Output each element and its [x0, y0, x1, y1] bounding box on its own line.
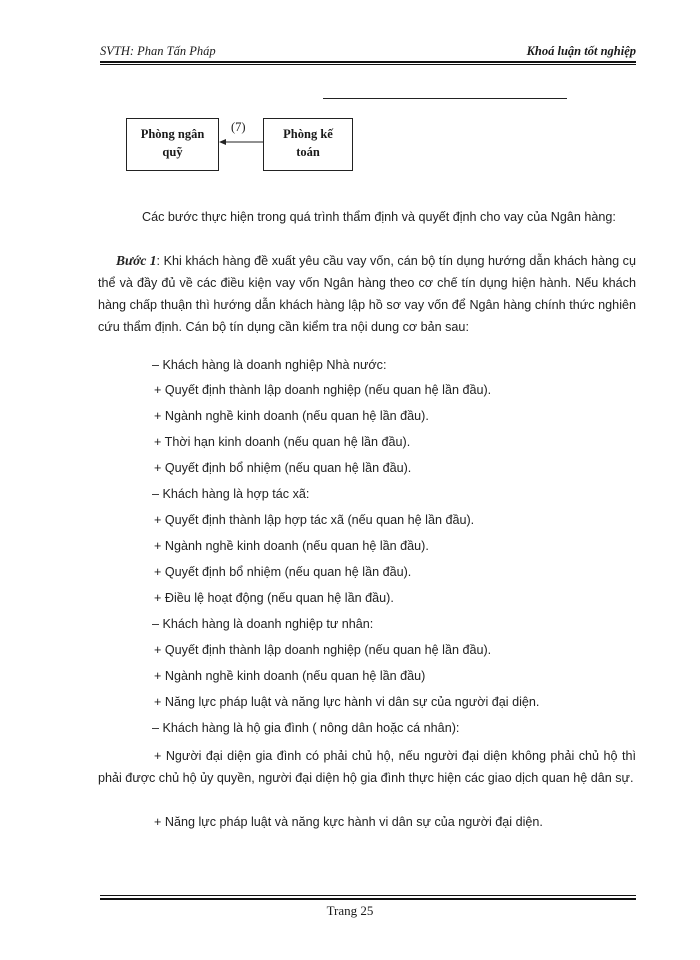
list-item: + Ngành nghề kinh doanh (nếu quan hệ lần đầu). [154, 539, 429, 553]
list-item: + Điều lệ hoạt động (nếu quan hệ lần đầu). [154, 591, 394, 605]
list-item: + Quyết định bổ nhiệm (nếu quan hệ lần đầu). [154, 461, 412, 475]
list-item: – Khách hàng là hợp tác xã: [152, 487, 310, 501]
list-item: + Quyết định thành lập doanh nghiệp (nếu quan hệ lần đầu). [154, 383, 492, 397]
footer-rule-thin [100, 895, 636, 896]
page-header [100, 44, 636, 60]
step1-lead: Bước 1 [116, 253, 157, 268]
arrow-icon [218, 136, 264, 148]
box-right-line2: toán [296, 145, 320, 159]
step1-paragraph [98, 250, 636, 338]
list-item: + Ngành nghề kinh doanh (nếu quan hệ lần đầu) [154, 669, 426, 683]
box-left-line1: Phòng ngân [140, 127, 205, 141]
footer-rule [100, 898, 636, 900]
box-left-line2: quỹ [162, 145, 183, 159]
intro-paragraph: Các bước thực hiện trong quá trình thẩm định và quyết định cho vay của Ngân hàng: [142, 210, 616, 224]
list-item: + Thời hạn kinh doanh (nếu quan hệ lần đầu). [154, 435, 411, 449]
list-item: + Quyết định thành lập hợp tác xã (nếu quan hệ lần đầu). [154, 513, 475, 527]
step1-text: : Khi khách hàng đề xuất yêu cầu vay vốn, cán bộ tín dụng hướng dẫn khách hàng cụ thể và đầy đủ về các điều kiện vay vốn Ngân hàng theo cơ chế tín dụng hiện hành. Nếu khách hàng chấp thuận thì hướng dẫn khách hàng lập hồ sơ vay vốn để Ngân hàng chính thức nghiên cứu thẩm định. Cán bộ tín dụng cần kiểm tra nội dung cơ bản sau: [98, 254, 636, 334]
header-rule [100, 61, 636, 63]
header-author: SVTH: Phan Tấn Pháp [100, 44, 216, 58]
separator-line [323, 98, 567, 99]
page-number: Trang 25 [326, 903, 374, 918]
list-item: + Ngành nghề kinh doanh (nếu quan hệ lần đầu). [154, 409, 429, 423]
list-item: – Khách hàng là doanh nghiệp Nhà nước: [152, 358, 387, 372]
arrow-label: (7) [231, 120, 246, 134]
list-item: + Năng lực pháp luật và năng kực hành vi dân sự của người đại diện. [154, 815, 543, 829]
list-item: + Quyết định thành lập doanh nghiệp (nếu quan hệ lần đầu). [154, 643, 492, 657]
household-paragraph: + Người đại diện gia đình có phải chủ hộ, nếu người đại diện không phải chủ hộ thì phải được chủ hộ ủy quyền, người đại diện hộ gia đình thực hiện các giao dịch quan hệ dân sự. [98, 749, 636, 785]
box-right-line1: Phòng kế [283, 127, 333, 141]
header-title: Khoá luận tốt nghiệp [526, 44, 636, 58]
list-item: – Khách hàng là hộ gia đình ( nông dân hoặc cá nhân): [152, 721, 460, 735]
list-item: + Quyết định bổ nhiệm (nếu quan hệ lần đầu). [154, 565, 412, 579]
header-rule-thin [100, 64, 636, 65]
box-phong-ngan-quy [126, 118, 219, 171]
list-item: + Năng lực pháp luật và năng lực hành vi dân sự của người đại diện. [154, 695, 540, 709]
list-item: – Khách hàng là doanh nghiệp tư nhân: [152, 617, 374, 631]
box-phong-ke-toan [263, 118, 353, 171]
